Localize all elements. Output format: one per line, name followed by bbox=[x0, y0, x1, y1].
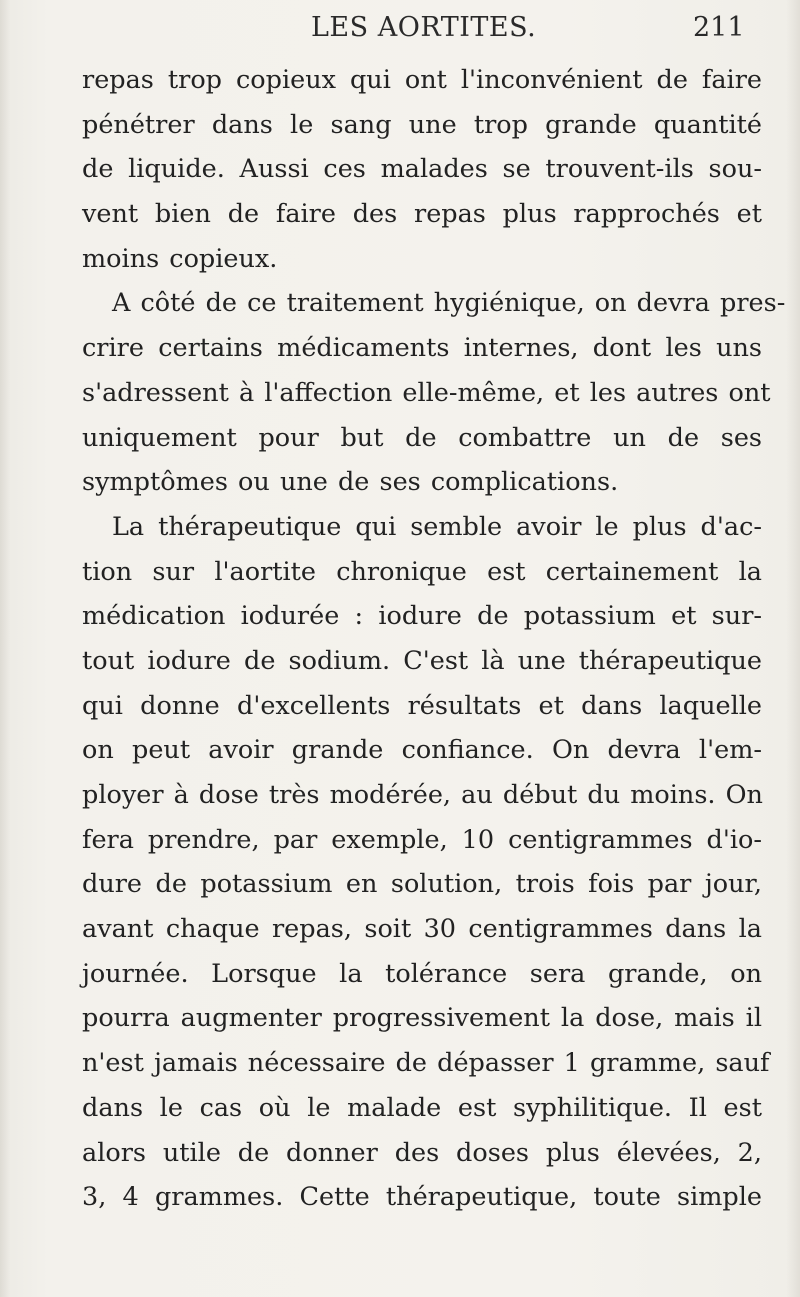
page-edge-shadow bbox=[786, 0, 800, 1297]
page-number: 211 bbox=[693, 12, 745, 43]
text-line: repas trop copieux qui ont l'inconvénient de faire bbox=[82, 65, 762, 95]
text-line: de liquide. Aussi ces malades se trouvent-ils sou- bbox=[82, 154, 762, 185]
running-title: LES AORTITES. bbox=[311, 12, 537, 43]
text-line: tout iodure de sodium. C'est là une thérapeutique bbox=[82, 645, 762, 676]
text-line: moins copieux. bbox=[82, 243, 278, 274]
text-line: médication iodurée : iodure de potassium et sur- bbox=[82, 601, 762, 632]
text-line: pénétrer dans le sang une trop grande quantité bbox=[82, 109, 762, 140]
text-line: fera prendre, par exemple, 10 centigrammes d'io- bbox=[82, 824, 762, 855]
text-line: tion sur l'aortite chronique est certainement la bbox=[82, 556, 762, 587]
text-line: crire certains médicaments internes, dont les uns bbox=[82, 333, 762, 364]
text-line: uniquement pour but de combattre un de ses bbox=[82, 422, 762, 453]
text-line: A côté de ce traitement hygiénique, on devra pres- bbox=[112, 288, 786, 319]
text-line: ployer à dose très modérée, au début du moins. On bbox=[82, 780, 763, 810]
text-line: vent bien de faire des repas plus rapprochés et bbox=[82, 199, 762, 230]
text-line: 3, 4 grammes. Cette thérapeutique, toute simple bbox=[82, 1182, 762, 1213]
page-gutter-shadow bbox=[0, 0, 10, 1297]
text-line: s'adressent à l'affection elle-même, et les autres ont bbox=[82, 377, 771, 408]
text-line: symptômes ou une de ses complications. bbox=[82, 467, 619, 498]
text-line: dans le cas où le malade est syphilitique. Il est bbox=[82, 1092, 762, 1123]
text-line: n'est jamais nécessaire de dépasser 1 gramme, sauf bbox=[82, 1048, 770, 1079]
text-line: on peut avoir grande confiance. On devra l'em- bbox=[82, 735, 762, 766]
text-line: alors utile de donner des doses plus élevées, 2, bbox=[82, 1137, 762, 1168]
text-line: La thérapeutique qui semble avoir le plus d'ac- bbox=[112, 511, 762, 542]
text-line: pourra augmenter progressivement la dose, mais il bbox=[82, 1003, 762, 1034]
page-header bbox=[0, 4, 800, 48]
text-line: dure de potassium en solution, trois fois par jour, bbox=[82, 869, 762, 900]
text-line: avant chaque repas, soit 30 centigrammes dans la bbox=[82, 914, 762, 945]
body-text bbox=[82, 58, 786, 1220]
text-line: journée. Lorsque la tolérance sera grande, on bbox=[82, 958, 762, 989]
text-line: qui donne d'excellents résultats et dans laquelle bbox=[82, 690, 762, 721]
